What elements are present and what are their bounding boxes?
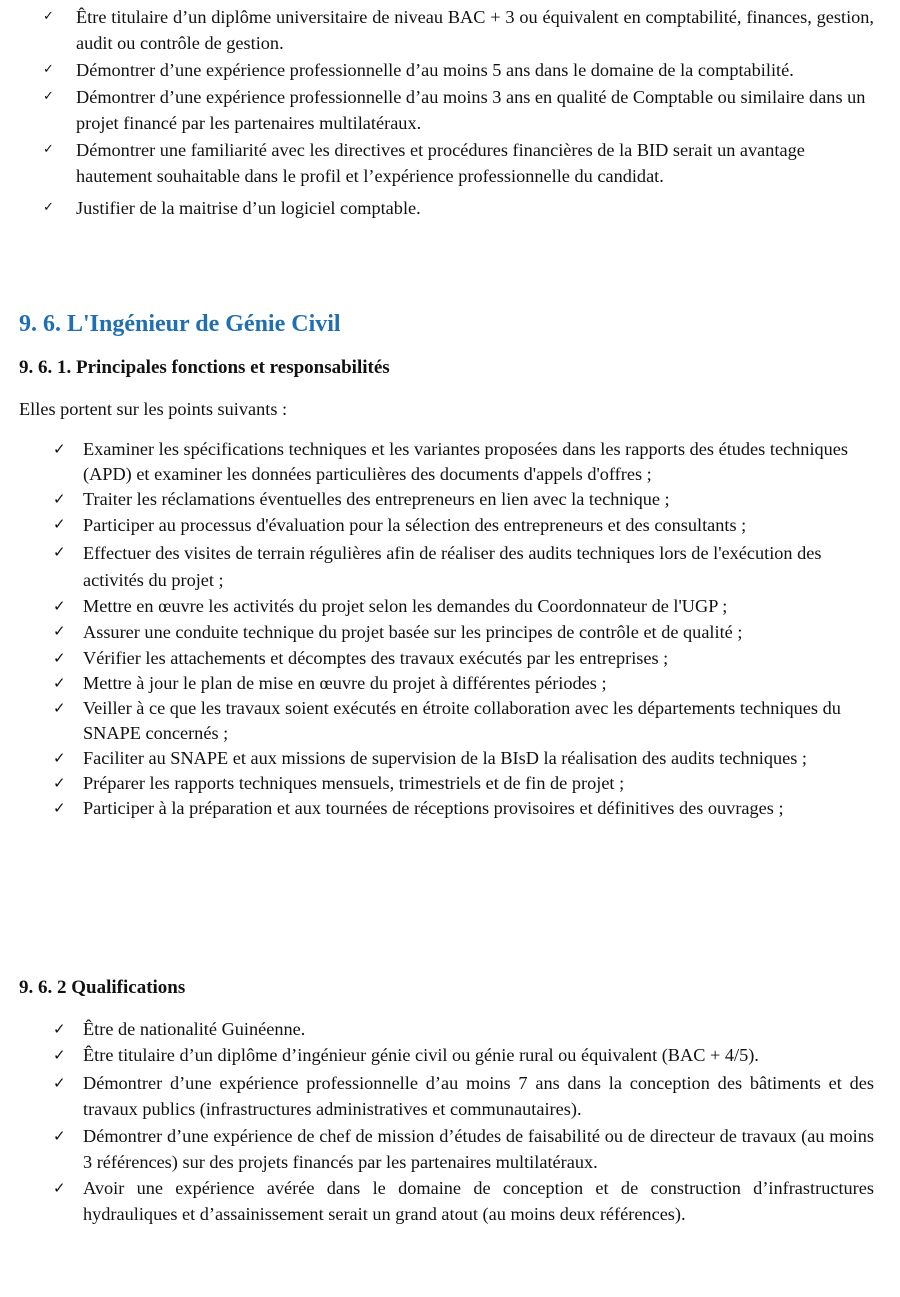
check-icon: ✓ [53,774,66,792]
check-icon: ✓ [53,649,66,667]
check-icon: ✓ [53,543,66,561]
check-icon: ✓ [53,749,66,767]
list-item: ✓ Participer au processus d'évaluation pour la sélection des entrepreneurs et des consultants ; [0,512,783,539]
list-item: ✓ Démontrer une familiarité avec les directives et procédures financières de la BID serait un avantage hautement souhaitable dans le profil et l’expérience professionnelle du candidat. [0,137,836,189]
functions-list [0,437,900,821]
list-item: ✓ Être de nationalité Guinéenne. [0,1016,874,1042]
list-item: ✓ Démontrer d’une expérience professionnelle d’au moins 3 ans en qualité de Comptable ou similaire dans un projet financé par les partenaires multilatéraux. [0,84,874,136]
list-item: ✓ Démontrer d’une expérience professionnelle d’au moins 7 ans dans la conception des bâtiments et des travaux publics (infrastructures administratives et communautaires). [0,1070,874,1122]
check-icon: ✓ [53,699,66,717]
qualifications-heading: 9. 6. 2 Qualifications [19,977,186,998]
check-icon: ✓ [53,1127,66,1145]
list-item: ✓ Être titulaire d’un diplôme d’ingénieur génie civil ou génie rural ou équivalent (BAC + 4/5). [0,1042,874,1068]
check-icon: ✓ [53,1046,66,1064]
list-item: ✓ Assurer une conduite technique du projet basée sur les principes de contrôle et de qualité ; [0,619,803,646]
functions-intro: Elles portent sur les points suivants : [19,399,288,419]
check-icon: ✓ [53,1020,66,1038]
check-icon: ✓ [53,622,66,640]
check-icon: ✓ [43,200,54,215]
list-item: ✓ Traiter les réclamations éventuelles des entrepreneurs en lien avec la technique ; [0,487,863,512]
check-icon: ✓ [53,674,66,692]
list-item: ✓ Veiller à ce que les travaux soient exécutés en étroite collaboration avec les départements techniques du SNAPE concernés ; [53,698,841,743]
check-icon: ✓ [53,799,66,817]
check-icon: ✓ [53,440,66,458]
list-item: ✓ Justifier de la maitrise d’un logiciel comptable. [0,195,874,221]
check-icon: ✓ [53,490,66,508]
functions-heading: 9. 6. 1. Principales fonctions et responsabilités [19,357,390,378]
section-title: 9. 6. L'Ingénieur de Génie Civil [19,311,341,337]
list-item: ✓ Mettre en œuvre les activités du projet selon les demandes du Coordonnateur de l'UGP ; [0,594,863,619]
list-item: ✓ Effectuer des visites de terrain régulières afin de réaliser des audits techniques lors de l'exécution des activités du projet ; [0,540,863,594]
list-item: ✓ Vérifier les attachements et décomptes des travaux exécutés par les entreprises ; [0,646,863,671]
list-item: ✓ Faciliter au SNAPE et aux missions de supervision de la BIsD la réalisation des audits techniques ; [0,746,863,771]
list-item: ✓ Être titulaire d’un diplôme universitaire de niveau BAC + 3 ou équivalent en comptabilité, finances, gestion, audit ou contrôle de gestion. [0,4,874,56]
check-icon: ✓ [43,142,54,157]
check-icon: ✓ [43,62,54,77]
accountant-qualifications-list [0,4,900,221]
list-item: ✓ Participer à la préparation et aux tournées de réceptions provisoires et définitives des ouvrages ; [0,796,863,821]
check-icon: ✓ [53,597,66,615]
check-icon: ✓ [43,9,54,24]
check-icon: ✓ [53,1074,66,1092]
list-item: ✓ Démontrer d’une expérience professionnelle d’au moins 5 ans dans le domaine de la comptabilité. [0,57,874,83]
list-item: ✓ Avoir une expérience avérée dans le domaine de conception et de construction d’infrastructures hydrauliques et d’assainissement serait un grand atout (au moins deux références). [0,1175,874,1227]
list-item: ✓ Mettre à jour le plan de mise en œuvre du projet à différentes périodes ; [0,671,863,696]
check-icon: ✓ [43,89,54,104]
list-item: ✓ Préparer les rapports techniques mensuels, trimestriels et de fin de projet ; [0,771,863,796]
check-icon: ✓ [53,1179,66,1197]
list-item: ✓ Examiner les spécifications techniques et les variantes proposées dans les rapports des études techniques (APD) et examiner les données particulières des documents d'appels d'offres ; [53,439,849,484]
qualifications-list [0,1016,900,1227]
list-item: ✓ Démontrer d’une expérience de chef de mission d’études de faisabilité ou de directeur de travaux (au moins 3 références) sur des projets financés par les partenaires multilatéraux. [0,1123,874,1175]
check-icon: ✓ [53,515,66,533]
